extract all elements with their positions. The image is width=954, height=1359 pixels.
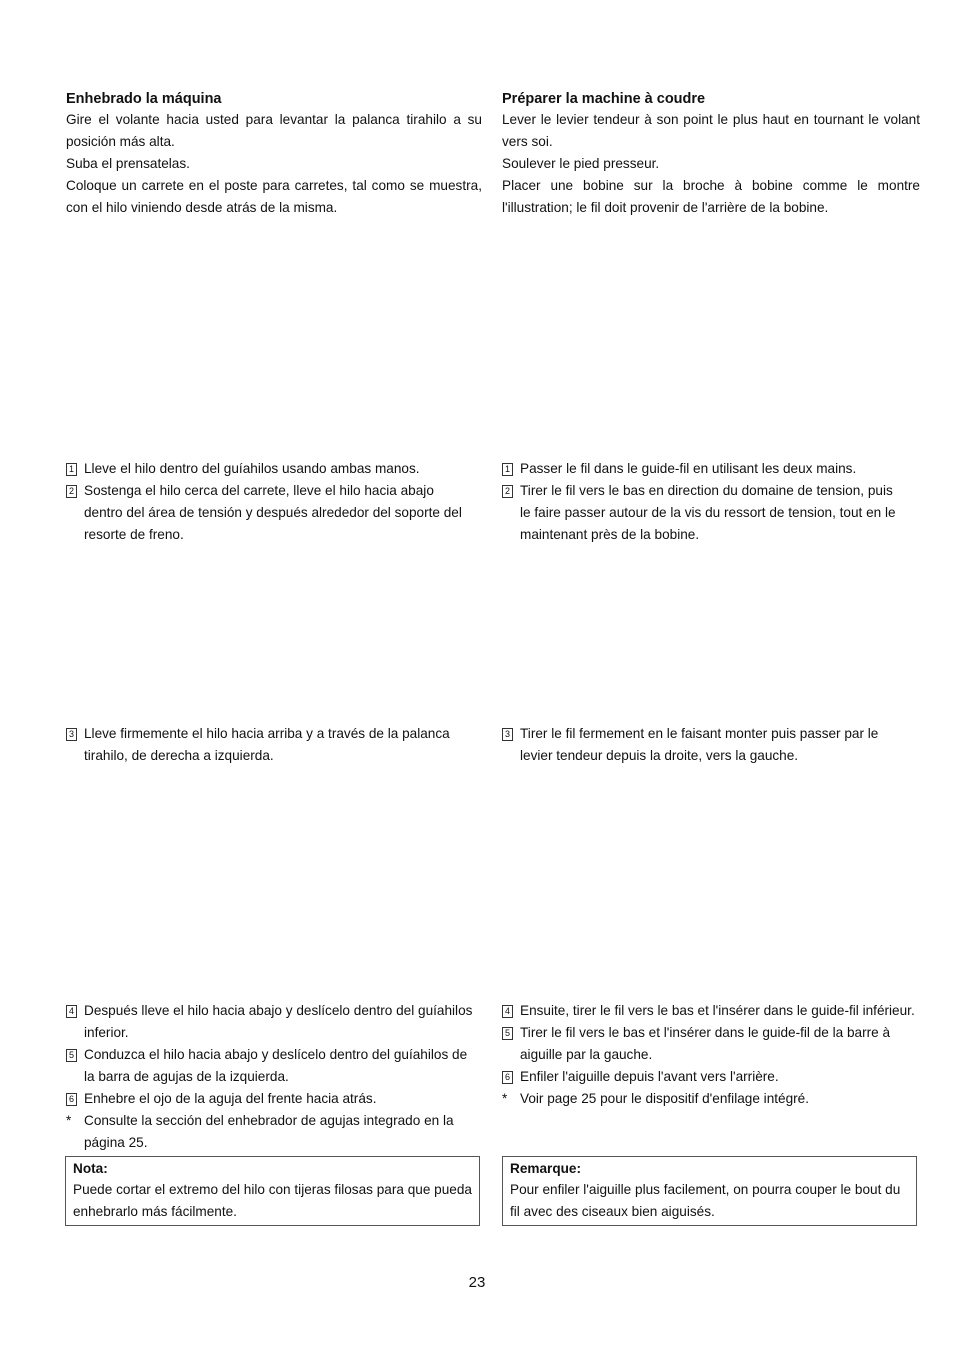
es-heading: Enhebrado la máquina <box>66 91 222 107</box>
fr-step-1-text: Passer le fil dans le guide-fil en utilisant les deux mains. <box>520 461 857 476</box>
fr-step-1 <box>502 458 896 480</box>
es-step-1 <box>66 458 470 480</box>
step-number-badge: 3 <box>502 728 513 741</box>
es-step-6-text: Enhebre el ojo de la aguja del frente hacia atrás. <box>84 1091 377 1106</box>
fr-step-5 <box>502 1022 916 1066</box>
fr-note-text: Pour enfiler l'aiguille plus facilement, on pourra couper le bout du fil avec des ciseaux bien aiguisés. <box>510 1182 901 1219</box>
fr-step-6 <box>502 1066 916 1088</box>
fr-step-5-text: Tirer le fil vers le bas et l'insérer dans le guide-fil de la barre à aiguille par la gauche. <box>520 1025 891 1062</box>
es-reference-note-text: Consulte la sección del enhebrador de agujas integrado en la página 25. <box>84 1113 454 1150</box>
fr-step-6-text: Enfiler l'aiguille depuis l'avant vers l'arrière. <box>520 1069 779 1084</box>
es-steps-1-2 <box>66 458 470 546</box>
step-number-badge: 1 <box>502 463 513 476</box>
es-note-text: Puede cortar el extremo del hilo con tijeras filosas para que pueda enhebrarlo más fácilmente. <box>73 1182 472 1219</box>
fr-note-title: Remarque: <box>510 1161 582 1176</box>
es-step-6 <box>66 1088 480 1110</box>
es-step-5-text: Conduzca el hilo hacia abajo y deslícelo dentro del guíahilos de la barra de agujas de la izquierda. <box>84 1047 468 1084</box>
es-step-3 <box>66 723 482 767</box>
fr-step-4-text: Ensuite, tirer le fil vers le bas et l'insérer dans le guide-fil inférieur. <box>520 1003 915 1018</box>
step-number-badge: 3 <box>66 728 77 741</box>
step-number-badge: 5 <box>66 1049 77 1062</box>
es-intro-section <box>66 89 482 219</box>
es-step-3-text: Lleve firmemente el hilo hacia arriba y a través de la palanca tirahilo, de derecha a izquierda. <box>84 726 450 763</box>
fr-step-4 <box>502 1000 916 1022</box>
es-intro-paragraph-2: Suba el prensatelas. <box>66 156 190 171</box>
asterisk: * <box>66 1113 72 1128</box>
step-number-badge: 4 <box>66 1005 77 1018</box>
es-step-5 <box>66 1044 480 1088</box>
fr-heading: Préparer la machine à coudre <box>502 91 706 107</box>
es-intro-paragraph-1: Gire el volante hacia usted para levantar la palanca tirahilo a su posición más alta. <box>66 112 482 149</box>
fr-intro-paragraph-2: Soulever le pied presseur. <box>502 156 660 171</box>
fr-steps-1-2 <box>502 458 896 546</box>
es-intro-paragraph-3: Coloque un carrete en el poste para carretes, tal como se muestra, con el hilo viniendo desde atrás de la misma. <box>66 178 482 215</box>
fr-steps-4-6 <box>502 1000 916 1110</box>
step-number-badge: 6 <box>502 1071 513 1084</box>
step-number-badge: 2 <box>66 485 77 498</box>
es-reference-note <box>66 1110 480 1154</box>
fr-intro-section <box>502 89 920 219</box>
es-step-4-text: Después lleve el hilo hacia abajo y deslícelo dentro del guíahilos inferior. <box>84 1003 473 1040</box>
fr-step-2-text: Tirer le fil vers le bas en direction du domaine de tension, puis le faire passer autour de la vis du ressort de tension, tout en le maintenant près de la bobine. <box>520 483 896 542</box>
fr-step-3 <box>502 723 912 767</box>
es-note-box <box>65 1156 480 1226</box>
step-number-badge: 1 <box>66 463 77 476</box>
page-number: 23 <box>468 1274 486 1291</box>
fr-intro-paragraph-3: Placer une bobine sur la broche à bobine comme le montre l'illustration; le fil doit provenir de l'arrière de la bobine. <box>502 178 920 215</box>
es-step-3-section <box>66 723 482 767</box>
fr-step-3-section <box>502 723 912 767</box>
step-number-badge: 6 <box>66 1093 77 1106</box>
es-step-2 <box>66 480 470 546</box>
es-step-4 <box>66 1000 480 1044</box>
asterisk: * <box>502 1091 508 1106</box>
step-number-badge: 2 <box>502 485 513 498</box>
es-step-1-text: Lleve el hilo dentro del guíahilos usando ambas manos. <box>84 461 420 476</box>
fr-reference-note <box>502 1088 916 1110</box>
fr-intro-paragraph-1: Lever le levier tendeur à son point le plus haut en tournant le volant vers soi. <box>502 112 920 149</box>
fr-step-2 <box>502 480 896 546</box>
fr-step-3-text: Tirer le fil fermement en le faisant monter puis passer par le levier tendeur depuis la droite, vers la gauche. <box>520 726 879 763</box>
fr-reference-note-text: Voir page 25 pour le dispositif d'enfilage intégré. <box>520 1091 810 1106</box>
es-step-2-text: Sostenga el hilo cerca del carrete, lleve el hilo hacia abajo dentro del área de tensión y después alrededor del soporte del resorte de freno. <box>84 483 462 542</box>
step-number-badge: 5 <box>502 1027 513 1040</box>
es-steps-4-6 <box>66 1000 480 1154</box>
es-note-title: Nota: <box>73 1161 108 1176</box>
step-number-badge: 4 <box>502 1005 513 1018</box>
fr-note-box <box>502 1156 917 1226</box>
